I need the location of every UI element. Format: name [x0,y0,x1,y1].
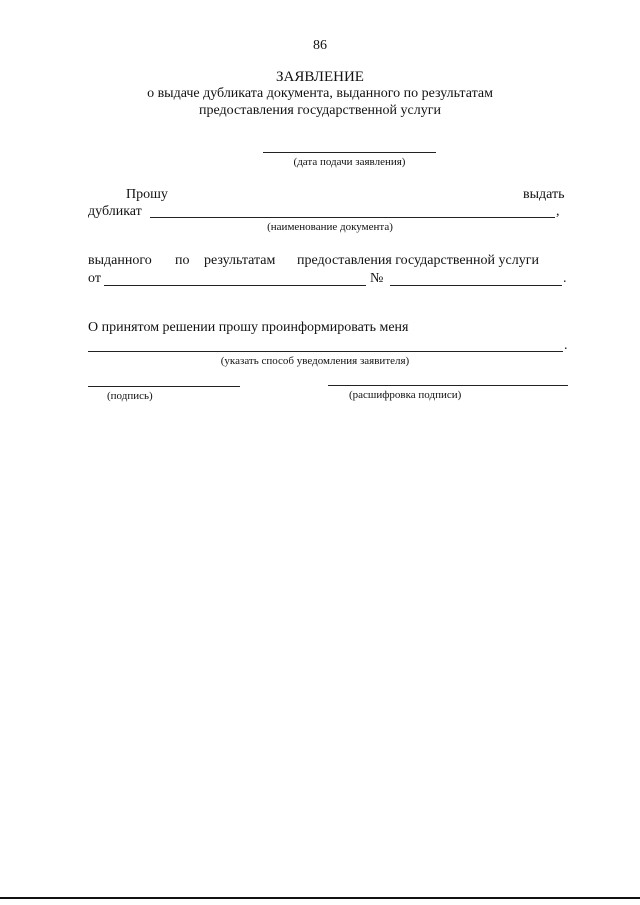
from-line-period: . [563,271,567,286]
date-field-caption: (дата подачи заявления) [293,156,406,168]
signature-field-line[interactable] [88,386,240,387]
notify-method-caption: (указать способ уведомления заявителя) [220,355,410,367]
document-name-caption: (наименование документа) [267,221,393,233]
document-subtitle-line2: предоставления государственной услуги [199,103,441,118]
number-sign: № [370,271,384,286]
issued-word-2: по [175,253,190,268]
page-number: 86 [313,38,327,53]
date-from-field-line[interactable] [104,285,366,286]
from-word: от [88,271,101,286]
signature-decoding-caption: (расшифровка подписи) [349,389,462,401]
issued-word-1: выданного [88,253,152,268]
notify-period: . [564,338,568,353]
notify-text: О принятом решении прошу проинформировать меня [88,320,409,335]
document-name-field-line[interactable] [150,217,555,218]
duplicate-comma: , [556,204,560,219]
document-title: ЗАЯВЛЕНИЕ [276,69,364,85]
document-subtitle-line1: о выдаче дубликата документа, выданного по результатам [147,86,493,101]
page-bottom-edge [0,897,640,899]
notify-method-field-line[interactable] [88,351,563,352]
duplicate-word: дубликат [88,204,142,219]
date-field-line[interactable] [263,152,436,153]
issued-word-3: результатам [204,253,276,268]
request-word: Прошу [126,187,168,202]
issue-word: выдать [523,187,565,202]
number-field-line[interactable] [390,285,562,286]
issued-word-4: предоставления государственной услуги [297,253,539,268]
signature-caption: (подпись) [107,390,153,402]
signature-decoding-field-line[interactable] [328,385,568,386]
